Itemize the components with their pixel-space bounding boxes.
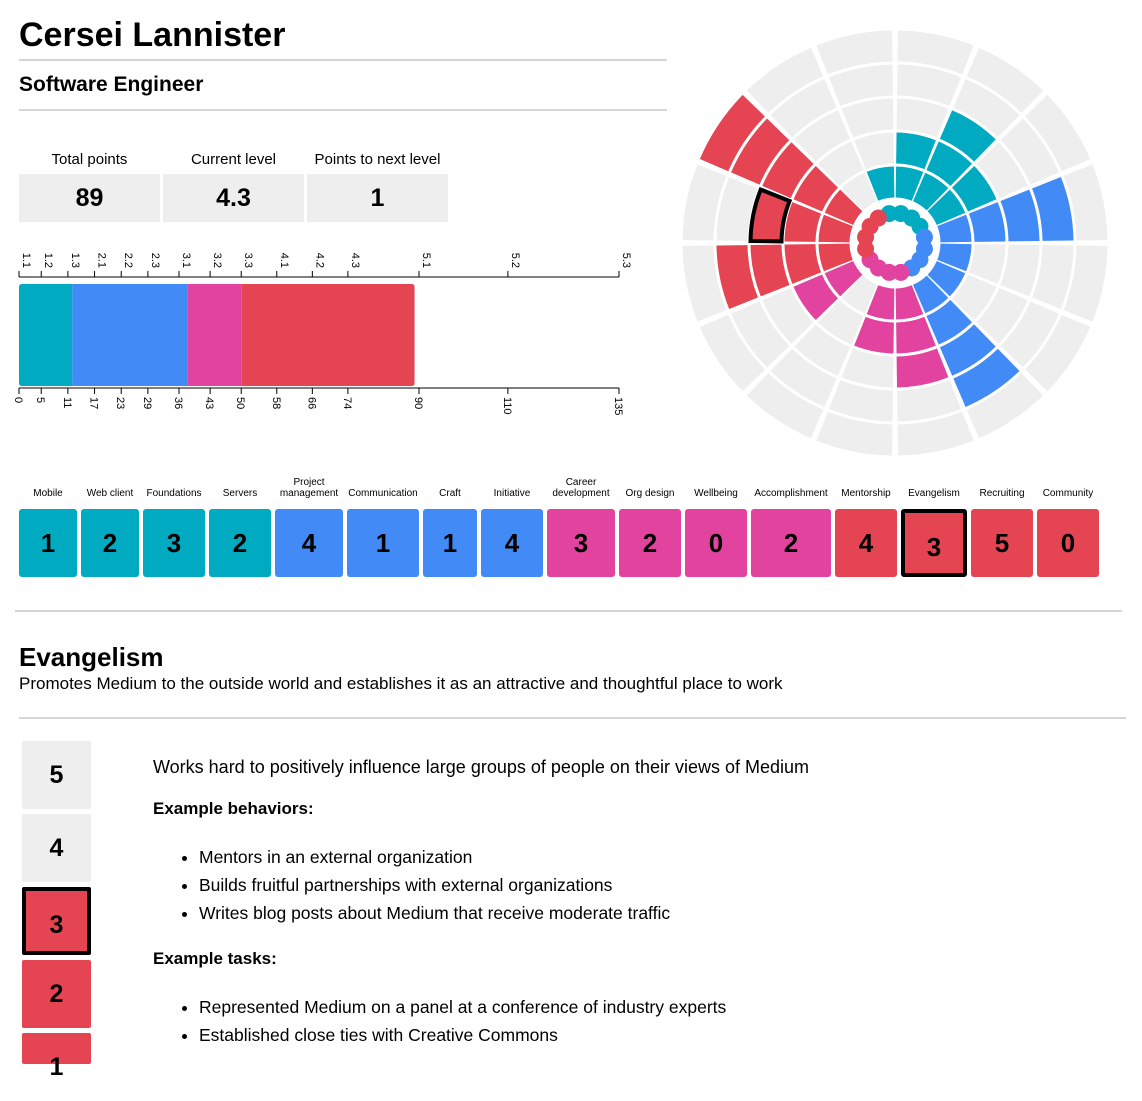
skill-label: Project management xyxy=(279,477,339,499)
level-button[interactable]: 3 xyxy=(22,887,91,955)
points-tick-label: 36 xyxy=(172,397,184,410)
behaviors-list xyxy=(153,843,809,927)
skill-level-button[interactable]: 2 xyxy=(209,509,271,577)
skill-wheel-cell[interactable] xyxy=(897,99,949,138)
skill-level-button[interactable]: 4 xyxy=(275,509,343,577)
points-tick-label: 90 xyxy=(412,397,424,410)
skill-label: Career development xyxy=(552,477,610,499)
points-tick-label: 110 xyxy=(500,397,513,415)
tasks-list xyxy=(153,993,809,1049)
current-level-value: 4.3 xyxy=(163,174,304,222)
points-to-next-level-label: Points to next level xyxy=(314,151,441,168)
divider xyxy=(19,59,667,61)
skill-label: Craft xyxy=(439,488,461,499)
level-tick-label: 4.3 xyxy=(348,252,361,268)
level-button[interactable]: 4 xyxy=(22,814,91,882)
skill-wheel-dot[interactable] xyxy=(870,210,887,227)
skill-label: Evangelism xyxy=(908,488,960,499)
skill-label: Mobile xyxy=(33,488,63,499)
skill-label: Recruiting xyxy=(979,488,1025,499)
skill-level-button[interactable]: 2 xyxy=(81,509,139,577)
skill-label: Mentorship xyxy=(841,488,891,499)
level-tick-label: 2.2 xyxy=(122,252,135,268)
skill-wheel-cell[interactable] xyxy=(842,99,894,138)
level-tick-label: 1.1 xyxy=(20,252,32,268)
skill-level-button[interactable]: 1 xyxy=(347,509,419,577)
points-tick-label: 43 xyxy=(203,397,216,410)
level-summary: Works hard to positively influence large groups of people on their views of Medium xyxy=(153,757,810,777)
skill-label: Community xyxy=(1042,488,1094,499)
skill-detail-description: Promotes Medium to the outside world and establishes it as an attractive and thoughtful place to work xyxy=(19,674,783,693)
skill-label: Web client xyxy=(86,488,134,499)
list-item: • Mentors in an external organization xyxy=(199,843,809,871)
list-item: • Established close ties with Creative Commons xyxy=(199,1021,809,1049)
points-tick-label: 66 xyxy=(305,397,318,410)
points-tick-label: 74 xyxy=(340,397,353,410)
behaviors-heading: Example behaviors: xyxy=(153,799,314,818)
skill-level-button[interactable]: 2 xyxy=(751,509,831,577)
level-tick-label: 2.1 xyxy=(95,252,108,268)
skill-label: Wellbeing xyxy=(694,488,738,499)
level-tick-label: 5.2 xyxy=(508,252,521,268)
skill-label: Initiative xyxy=(493,488,531,499)
points-tick-label: 0 xyxy=(12,397,24,404)
points-tick-label: 23 xyxy=(114,397,127,410)
level-description xyxy=(153,755,809,1049)
total-points-label: Total points xyxy=(51,151,128,168)
skill-level-button[interactable]: 0 xyxy=(1037,509,1099,577)
skill-detail-title: Evangelism xyxy=(19,642,164,672)
skill-level-button[interactable]: 2 xyxy=(619,509,681,577)
level-tick-label: 5.3 xyxy=(620,252,632,268)
skill-level-button[interactable]: 3 xyxy=(901,509,967,577)
level-button[interactable]: 2 xyxy=(22,960,91,1028)
progress-bar-segment xyxy=(188,284,241,386)
skill-wheel-cell[interactable] xyxy=(751,245,790,297)
skill-level-button[interactable]: 1 xyxy=(19,509,77,577)
points-tick-label: 5 xyxy=(34,397,47,404)
points-tick-label: 135 xyxy=(612,397,624,416)
points-tick-label: 29 xyxy=(140,397,153,410)
points-tick-label: 58 xyxy=(269,397,282,410)
skill-wheel-chart[interactable] xyxy=(680,30,1110,460)
level-tick-label: 4.1 xyxy=(277,252,290,268)
skill-level-button[interactable]: 3 xyxy=(547,509,615,577)
skill-level-button[interactable]: 1 xyxy=(423,509,477,577)
level-button[interactable]: 5 xyxy=(22,741,91,809)
skill-wheel-cell[interactable] xyxy=(842,348,894,387)
points-progress-chart xyxy=(0,240,650,440)
skill-wheel-cell[interactable] xyxy=(1000,245,1039,297)
skill-level-button[interactable]: 4 xyxy=(835,509,897,577)
total-points-value: 89 xyxy=(19,174,160,222)
skill-level-button[interactable]: 5 xyxy=(971,509,1033,577)
level-tick-label: 2.3 xyxy=(148,252,161,268)
skill-level-button[interactable]: 4 xyxy=(481,509,543,577)
progress-bar-segment xyxy=(241,284,414,386)
tasks-heading: Example tasks: xyxy=(153,949,277,968)
job-title-select[interactable]: Software Engineer xyxy=(19,73,204,96)
points-tick-label: 17 xyxy=(87,397,100,410)
level-tick-label: 3.1 xyxy=(180,252,192,268)
list-item: • Builds fruitful partnerships with external organizations xyxy=(199,871,809,899)
divider xyxy=(19,109,667,111)
skill-level-button[interactable]: 0 xyxy=(685,509,747,577)
skill-label: Communication xyxy=(348,488,418,499)
skill-label: Accomplishment xyxy=(754,488,828,499)
skill-label: Org design xyxy=(625,488,675,499)
level-tick-label: 3.2 xyxy=(211,252,224,268)
level-tick-label: 1.2 xyxy=(42,252,55,268)
employee-name[interactable]: Cersei Lannister xyxy=(19,16,286,54)
list-item: • Represented Medium on a panel at a conference of industry experts xyxy=(199,993,809,1021)
points-tick-label: 50 xyxy=(234,397,247,410)
skill-wheel-cell[interactable] xyxy=(897,348,949,387)
skill-wheel-cell[interactable] xyxy=(1000,190,1039,242)
level-tick-label: 5.1 xyxy=(420,252,432,268)
progress-bar-segment xyxy=(19,284,72,386)
divider xyxy=(15,610,1122,612)
level-tick-label: 4.2 xyxy=(313,252,326,268)
skill-level-button[interactable]: 3 xyxy=(143,509,205,577)
points-to-next-level-value: 1 xyxy=(307,174,448,222)
skill-label: Foundations xyxy=(146,488,202,499)
level-tick-label: 3.3 xyxy=(242,252,255,268)
current-level-label: Current level xyxy=(190,151,277,168)
skill-label: Servers xyxy=(222,488,258,499)
divider xyxy=(19,717,1126,719)
level-button[interactable]: 1 xyxy=(22,1033,91,1064)
level-tick-label: 1.3 xyxy=(68,252,81,268)
points-tick-label: 11 xyxy=(60,397,73,409)
progress-bar-segment xyxy=(72,284,188,386)
list-item: • Writes blog posts about Medium that receive moderate traffic xyxy=(199,899,809,927)
